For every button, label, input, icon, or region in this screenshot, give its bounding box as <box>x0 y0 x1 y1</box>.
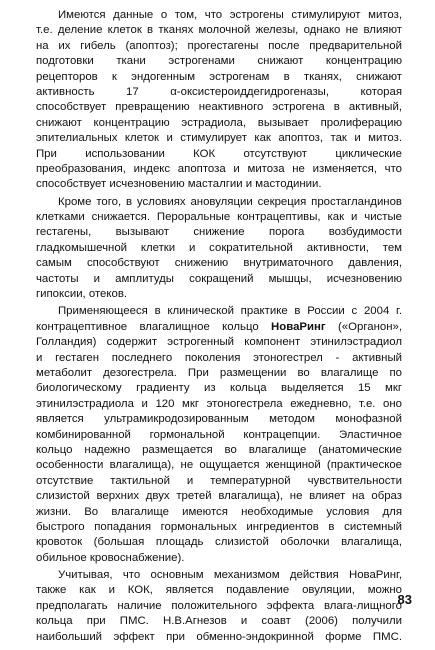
paragraph-2 <box>36 195 402 303</box>
text-line: способствует исчезновению масталгии и мастодинии. <box>36 178 322 191</box>
body-text <box>36 8 402 645</box>
paragraph-4 <box>36 568 402 645</box>
text-line: Кроме того, в условиях ановуляции секреция простагландинов <box>58 195 402 208</box>
page-number: 83 <box>397 592 412 607</box>
text-line: обильное кровоснабжение). <box>36 551 185 564</box>
text-line: т.е. деление клеток в тканях молочной железы, однако не влияют <box>36 24 402 37</box>
text-line: контрацептивное влагалищное кольцо НоваРинг («Органон», <box>36 320 402 333</box>
text-line: рецепторов к эндогенным эстрогенам в тканях, снижают <box>36 70 402 83</box>
text-line: Имеются данные о том, что эстрогены стимулируют митоз, <box>58 9 402 21</box>
text-line: кольца при ПМС. Н.В.Агнезов и соавт (2006) получили <box>36 615 402 628</box>
text-line: биологическому градиенту из кольца выделяется 15 мкг <box>36 382 402 395</box>
text-line: отсутствие тактильной и температурной чувствительности <box>36 474 402 487</box>
text-line: метаболит дезогестрела. При размещении во влагалище по <box>36 366 402 379</box>
text-line: гестагены, вызывают снижение порога возбудимости <box>36 226 402 239</box>
text-line: также как и КОК, является подавление овуляции, можно <box>36 584 402 597</box>
text-line: наибольший эффект при обменно-эндокринной форме ПМС. <box>36 630 402 643</box>
text-line: Учитывая, что основным механизмом действия НоваРинг, <box>58 569 402 582</box>
text-line: самым способствуют снижению внутриматочного давления, <box>36 257 402 270</box>
text-line: слизистой верхних двух третей влагалища), не влияет на образ <box>36 490 402 503</box>
text-line: частоты и амплитуды сокращений мышцы, исчезновению <box>36 272 402 285</box>
text-line: комбинированной гормональной контрацепции. Эластичное <box>36 428 402 441</box>
text-line: особенности влагалища), не ощущается женщиной (практическое <box>36 459 402 472</box>
paragraph-1 <box>36 8 402 193</box>
text-line: способствует превращению неактивного эстрогена в активный, <box>36 101 402 114</box>
text-line: жизни. Во влагалище имеются необходимые условия для <box>36 505 402 518</box>
text-line: предполагать наличие положительного эффекта влага-лищного <box>36 599 402 612</box>
text-line: Применяющееся в клинической практике в России с 2004 г. <box>58 305 402 318</box>
text-line: гладкомышечной клетки и сократительной активности, тем <box>36 241 402 254</box>
text-line: и гестаген последнего поколения этоногестрел - активный <box>36 351 402 364</box>
text-line: кольцо надежно размещается во влагалище (анатомические <box>36 443 402 456</box>
text-line: гипоксии, отеков. <box>36 288 128 301</box>
text-line: снижают концентрацию эстрадиола, вызывает пролиферацию <box>36 116 402 129</box>
text-line: быстрого попадания гормональных ингредиентов в системный <box>36 520 402 533</box>
text-line: активность 17 α-оксистероиддегидрогеназы, которая <box>36 85 402 98</box>
text-line: Голландия) содержит эстрогенный компонент этинилэстрадиол <box>36 336 402 349</box>
brand-name: НоваРинг <box>271 320 326 333</box>
paragraph-3 <box>36 304 402 566</box>
text-line: преобразования, индекс апоптоза и митоза не изменяется, что <box>36 162 402 175</box>
text-line: этинилэстрадиола и 120 мкг этоногестрела ежедневно, т.е. оно <box>36 397 402 410</box>
text-line: на их гибель (апоптоз); прогестагены после предварительной <box>36 39 402 52</box>
text-line: клетками снижается. Пероральные контрацептивы, как и чистые <box>36 211 402 224</box>
text-line: подготовки ткани эстрогенами снижают концентрацию <box>36 55 402 68</box>
text-line: является ультрамикродозированным методом монофазной <box>36 413 402 426</box>
text-line: эпителиальных клеток и стимулирует как апоптоз, так и митоз. <box>36 132 402 145</box>
text-line: кровоток (большая площадь слизистой оболочки влагалища, <box>36 536 402 549</box>
text-line: При использовании КОК отсутствуют циклические <box>36 147 402 160</box>
